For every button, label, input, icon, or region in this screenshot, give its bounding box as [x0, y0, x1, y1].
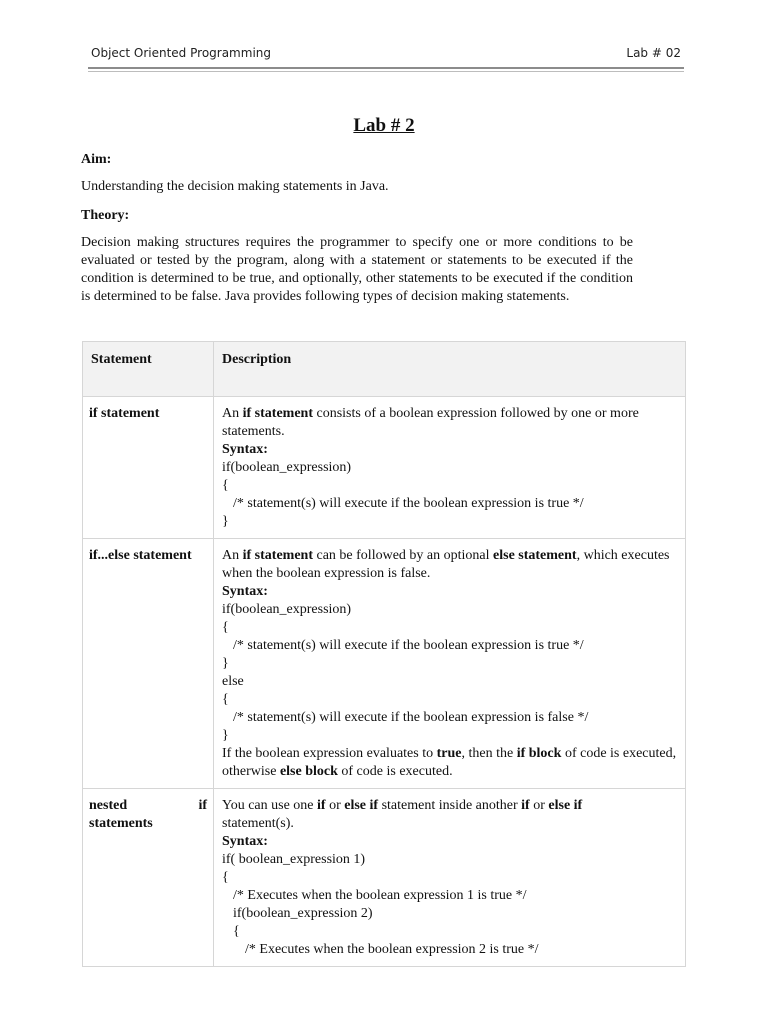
header-cell-statement: Statement: [83, 342, 214, 397]
table-row: [83, 789, 686, 967]
description-intro: An if statement consists of a boolean expression followed by one or more statements.: [222, 406, 639, 439]
code-line: {: [222, 692, 229, 707]
table-row: [83, 397, 686, 539]
statement-cell: [83, 539, 214, 789]
code-line: if(boolean_expression): [222, 460, 352, 475]
code-line: {: [222, 870, 229, 885]
code-line: /* Executes when the boolean expression 1 is true */: [233, 888, 527, 903]
statement-name: if...else statement: [89, 548, 192, 563]
statement-name: if statement: [89, 406, 160, 421]
code-line: /* Executes when the boolean expression 2 is true */: [245, 942, 539, 957]
syntax-label: Syntax:: [222, 834, 268, 849]
code-line: /* statement(s) will execute if the boolean expression is true */: [233, 638, 584, 653]
code-line: if(boolean_expression 2): [233, 906, 373, 921]
statement-name: nested if statements: [89, 798, 207, 831]
page-title: Lab # 2: [353, 115, 415, 136]
description-cell: [214, 789, 686, 967]
code-line: }: [222, 514, 229, 529]
header-rule-thin: [88, 71, 684, 72]
code-line: {: [222, 478, 229, 493]
header-course-title: Object Oriented Programming: [91, 46, 271, 60]
decision-statements-table: [82, 341, 686, 967]
code-line: /* statement(s) will execute if the boolean expression is false */: [233, 710, 589, 725]
description-intro: You can use one if or else if statement inside another if or else if statement(s).: [222, 798, 583, 831]
table-header-row: [83, 342, 686, 397]
theory-heading: Theory:: [81, 208, 130, 223]
code-line: else: [222, 674, 244, 689]
code-line: }: [222, 656, 229, 671]
theory-paragraph: Decision making structures requires the programmer to specify one or more conditions to be evaluated or tested by the program, along with a statement or statements to be executed if the condition is determined to be true, and optionally, other statements to be executed if the condition is determined to be false. Java provides following types of decision making statements.: [81, 235, 633, 304]
header-rule: [88, 67, 684, 69]
syntax-label: Syntax:: [222, 584, 268, 599]
code-line: if( boolean_expression 1): [222, 852, 366, 867]
code-line: /* statement(s) will execute if the boolean expression is true */: [233, 496, 584, 511]
aim-text: Understanding the decision making statements in Java.: [81, 179, 389, 194]
code-line: }: [222, 728, 229, 743]
code-line: {: [222, 620, 229, 635]
code-line: {: [233, 924, 240, 939]
code-line: if(boolean_expression): [222, 602, 352, 617]
syntax-label: Syntax:: [222, 442, 268, 457]
description-cell: [214, 397, 686, 539]
page-header: [91, 46, 681, 64]
aim-heading: Aim:: [81, 152, 112, 167]
description-intro: An if statement can be followed by an optional else statement, which executes when the boolean expression is false.: [222, 548, 670, 581]
header-lab-number: Lab # 02: [626, 46, 681, 60]
description-cell: [214, 539, 686, 789]
statement-cell: [83, 397, 214, 539]
statement-cell: [83, 789, 214, 967]
header-cell-description: Description: [214, 342, 686, 397]
description-outro: If the boolean expression evaluates to true, then the if block of code is executed, otherwise else block of code is executed.: [222, 746, 677, 779]
table-row: [83, 539, 686, 789]
